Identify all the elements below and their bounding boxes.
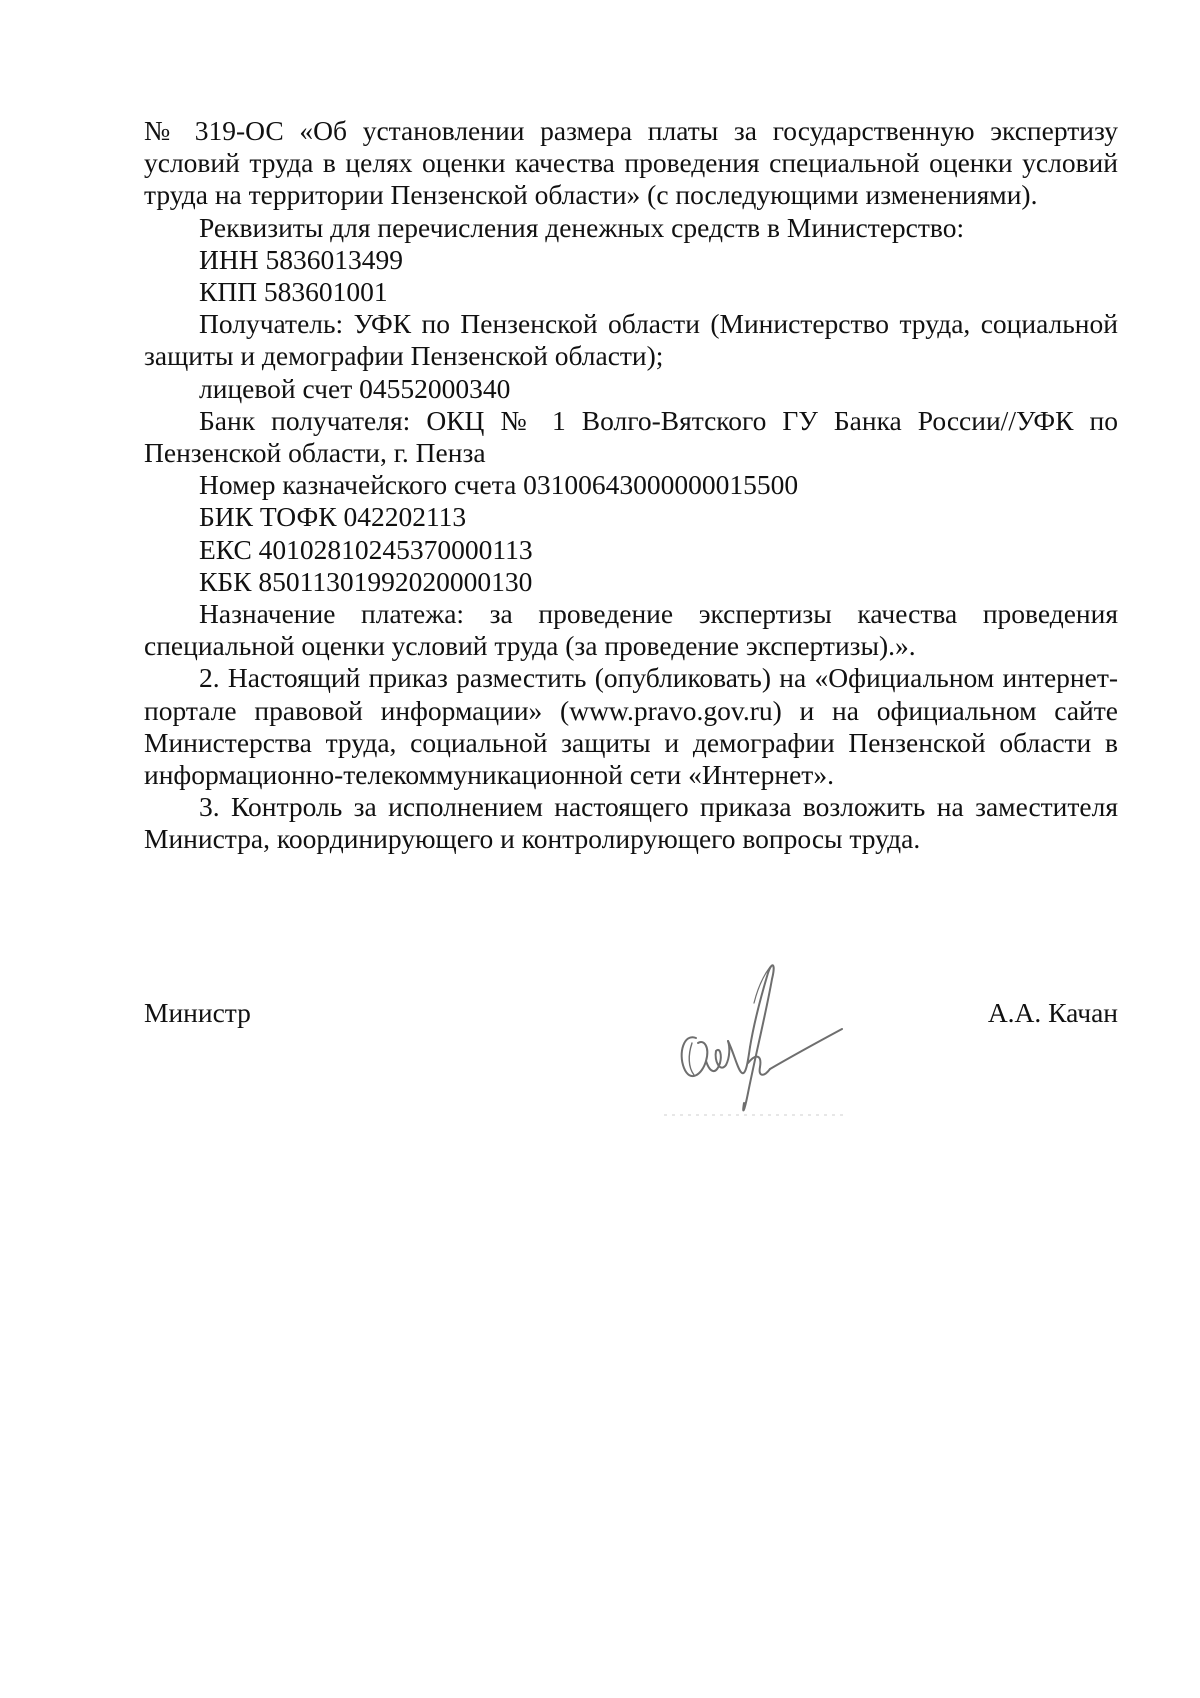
signatory-title: Министр — [144, 997, 251, 1028]
document-body — [144, 115, 1118, 856]
paragraph-inn: ИНН 5836013499 — [199, 243, 403, 275]
paragraph-treasury-account: Номер казначейского счета 03100643000000015500 — [199, 469, 799, 501]
paragraph-payment-purpose: Назначение платежа: за проведение экспертизы качества проведения специальной оценки условий труда (за проведение экспертизы).». — [144, 598, 1118, 662]
signatory-name: А.А. Качан — [987, 997, 1118, 1028]
paragraph-recipient: Получатель: УФК по Пензенской области (Министерство труда, социальной защиты и демографии Пензенской области); — [144, 308, 1118, 372]
paragraph-publication-clause: 2. Настоящий приказ разместить (опубликовать) на «Официальном интернет-портале правовой информации» (www.pravo.gov.ru) и на официальном сайте Министерства труда, социальной защиты и демографии Пензенской области в информационно-телекоммуникационной сети «Интернет». — [144, 662, 1118, 791]
paragraph-kpp: КПП 583601001 — [199, 276, 388, 308]
paragraph-control-clause: 3. Контроль за исполнением настоящего приказа возложить на заместителя Министра, координирующего и контролирующего вопросы труда. — [144, 791, 1118, 855]
paragraph-requisites-heading: Реквизиты для перечисления денежных средств в Министерство: — [199, 211, 965, 243]
paragraph-order-reference: № 319-ОС «Об установлении размера платы за государственную экспертизу условий труда в целях оценки качества проведения специальной оценки условий труда на территории Пензенской области» (с последующими изменениями). — [144, 115, 1118, 211]
paragraph-recipient-bank: Банк получателя: ОКЦ № 1 Волго-Вятского ГУ Банка России//УФК по Пензенской области, г. Пенза — [144, 404, 1118, 469]
signature-block — [144, 983, 1118, 1123]
paragraph-kbk: КБК 85011301992020000130 — [199, 565, 533, 597]
paragraph-personal-account: лицевой счет 04552000340 — [199, 372, 511, 404]
handwritten-signature-icon — [644, 943, 864, 1123]
paragraph-eks: ЕКС 40102810245370000113 — [199, 533, 533, 565]
paragraph-bik: БИК ТОФК 042202113 — [199, 501, 467, 533]
